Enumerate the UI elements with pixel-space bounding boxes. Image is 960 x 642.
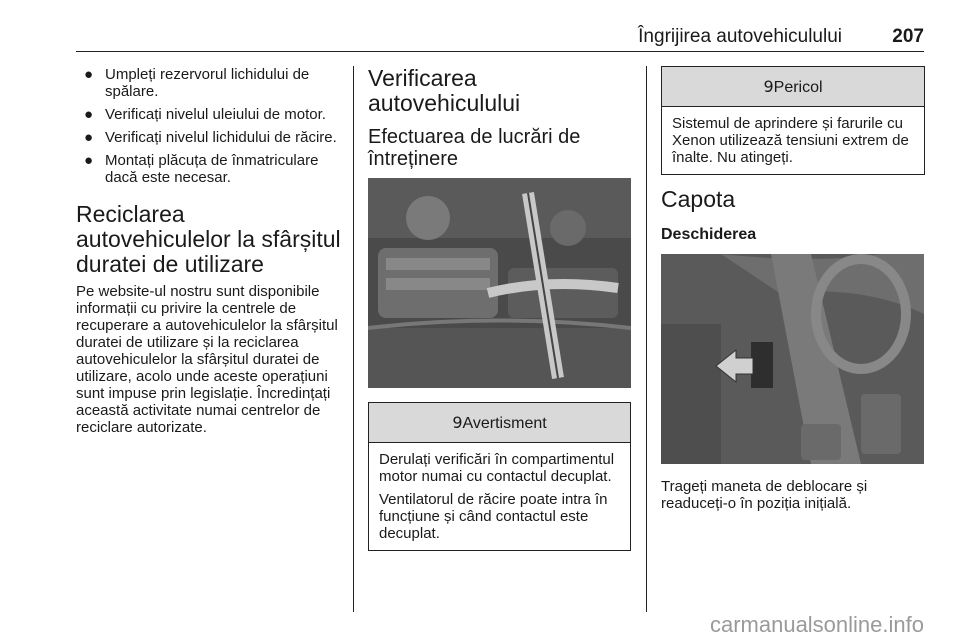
list-item: ● Montați plăcuța de înmatriculare dacă este necesar. [84, 152, 319, 186]
danger-body [662, 107, 924, 174]
header-rule [76, 51, 924, 52]
engine-illustration-graphic [368, 178, 631, 388]
warning-text-1: Derulați verificări în compartimentul motor numai cu contactul decuplat. [379, 451, 615, 485]
column-divider-2 [646, 66, 647, 612]
page-header [76, 26, 924, 48]
warning-body [369, 443, 630, 550]
subheading-opening: Deschiderea [661, 226, 757, 243]
section-heading-vehicle-check: Verificarea autovehiculului [368, 65, 521, 116]
warning-header [369, 403, 630, 443]
danger-header [662, 67, 924, 107]
list-item: ● Umpleți rezervorul lichidului de spălare. [84, 66, 310, 100]
engine-bay-illustration [368, 178, 631, 388]
subheading-maintenance: Efectuarea de lucrări de întreținere [368, 126, 581, 170]
list-item: ● Verificați nivelul uleiului de motor. [84, 106, 326, 123]
column-right [661, 66, 925, 512]
danger-triangle-icon: 9 [763, 77, 774, 96]
section-heading-recycling: Reciclarea autovehiculelor la sfârșitul duratei de utilizare [76, 201, 341, 277]
hood-release-graphic [661, 254, 924, 464]
column-divider-1 [353, 66, 354, 612]
list-item: ● Verificați nivelul lichidului de răcire. [84, 129, 337, 146]
danger-text: Sistemul de aprindere și farurile cu Xenon utilizează tensiuni extrem de înalte. Nu atingeți. [672, 115, 909, 166]
danger-box [661, 66, 925, 175]
warning-triangle-icon: 9 [452, 413, 463, 432]
section-heading-hood: Capota [661, 186, 736, 212]
danger-title: Pericol [773, 79, 823, 96]
checklist [76, 66, 341, 186]
warning-title: Avertisment [462, 415, 547, 432]
recycling-paragraph: Pe website-ul nostru sunt disponibile informații cu privire la centrele de recuperare a autovehiculelor la sfârșitul duratei de utilizare și la reciclarea autovehiculelor la sfârșitul duratei de utilizare, acolo unde aceste operațiuni sunt impuse prin legislație. Încredințați această activitate numai centrelor de reciclare autorizate. [76, 283, 338, 436]
warning-text-2: Ventilatorul de răcire poate intra în funcțiune și când contactul este decuplat. [379, 491, 608, 542]
hood-caption: Trageți maneta de deblocare și readuceți-o în poziția inițială. [661, 478, 868, 512]
column-left [76, 66, 341, 436]
column-middle [368, 66, 633, 551]
chapter-title: Îngrijirea autovehiculului [638, 26, 842, 47]
page-number: 207 [892, 26, 924, 47]
hood-release-illustration [661, 254, 924, 464]
warning-box [368, 402, 631, 551]
watermark: carmanualsonline.info [709, 612, 924, 637]
